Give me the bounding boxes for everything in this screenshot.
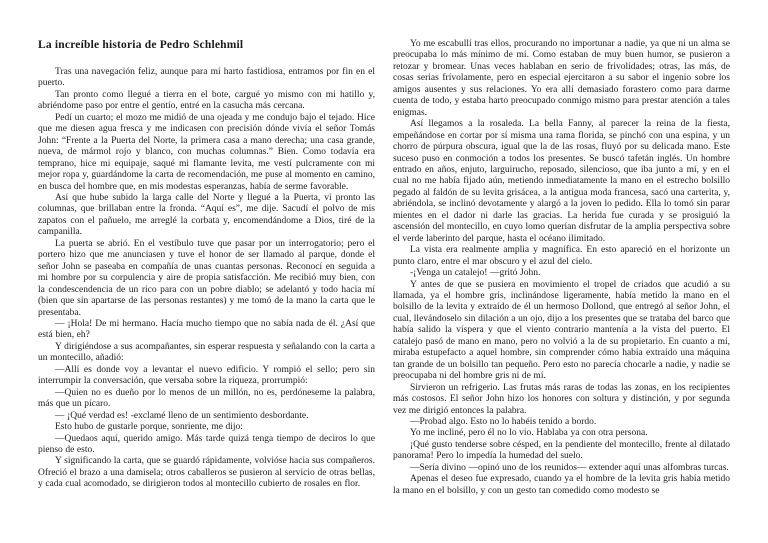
paragraph: Apenas el deseo fue expresado, cuando ya el hombre de la levita gris había metido la mano en el bolsillo, y con un gesto tan comedido como modesto se bbox=[393, 474, 730, 496]
paragraph: -¡Venga un catalejo! —gritó John. bbox=[410, 268, 541, 279]
paragraph: Y significando la carta, que se guardó rápidamente, volvióse hacia sus compañeros. Ofreció el brazo a una damisela; otros caballeros se pusieron al servicio de otras bellas, y cada cual acomodado, se dirigieron todos al montecillo cubierto de rosales en flor. bbox=[38, 456, 375, 490]
paragraph: Sirvieron un refrigerio. Las frutas más raras de todas las zonas, en los recipientes más costosos. El señor John hizo los honores con soltura y distinción, y por segunda vez me dirigió entonces la palabra. bbox=[393, 382, 730, 416]
paragraph: Tras una navegación feliz, aunque para mí harto fastidiosa, entramos por fin en el puerto. bbox=[38, 67, 375, 89]
paragraph: Así llegamos a la rosaleda. La bella Fanny, al parecer la reina de la fiesta, empeñándose en cortar por sí misma una rama florida, se pinchó con una espina, y un chorro de púrpura obscura, igual que la de las rosas, fluyó por su delicada mano. Este suceso puso en conmoción a todos los presentes. Se buscó tafetán inglés. Un hombre entrado en años, enjuto, larguirucho, reposado, silencioso, que iba junto a mí, y en el cual no me había fijado aún, metiendo inmediatamente la mano en el estrecho bolsillo pegado al faldón de su levita grisácea, a la antigua moda francesa, sacó una carterita, y, abriéndola, se inclinó devotamente y alargó a la joven lo pedido. Ella lo tomó sin parar mientes en el dador ni darle las gracias. La herida fue curada y se prosiguió la ascensión del montecillo, en cuyo lomo querían disfrutar de la amplia perspectiva sobre el verde laberinto del parque, hasta el océano ilimitado. bbox=[393, 119, 730, 244]
left-column bbox=[38, 39, 375, 497]
paragraph: Yo me incliné, pero él no lo vio. Hablaba ya con otra persona. bbox=[410, 428, 648, 439]
paragraph: Yo me escabullí tras ellos, procurando no importunar a nadie, ya que ni un alma se preocupaba lo más mínimo de mí. Como estaban de muy buen humor, se pusieron a retozar y bromear. Unas veces hablaban en serio de frivolidades; otras, las más, de cosas serias frívolamente, pero en especial ejercitaron a su sabor el ingenio sobre los amigos ausentes y sus relaciones. Yo era allí demasiado forastero como para darme cuenta de todo, y estaba harto preocupado conmigo mismo para prestar atención a tales enigmas. bbox=[393, 39, 730, 118]
paragraph: Y dirigiéndose a sus acompañantes, sin esperar respuesta y señalando con la carta a un montecillo, añadió: bbox=[38, 341, 375, 364]
paragraph: Y antes de que se pusiera en movimiento el tropel de criados que acudió a su llamada, ya el hombre gris, inclinándose ligeramente, había metido la mano en el bolsillo de la levita y extraído de él un hermoso Dollond, que entregó al señor John, el cual, llevándoselo sin dilación a un ojo, dijo a los presentes que se trataba del barco que había salido la víspera y que el viento contrario mantenía a la vista del puerto. El catalejo pasó de mano en mano, pero no volvió a la de su propietario. En cuanto a mí, miraba estupefacto a aquel hombre, sin comprender cómo había extraído una máquina tan grande de un bolsillo tan pequeño. Pero esto no parecía chocarle a nadie, y nadie se preocupaba ni del hombre gris ni de mí. bbox=[393, 279, 730, 382]
paragraph: La vista era realmente amplia y magnífica. En esto apareció en el horizonte un punto claro, entre el mar obscuro y el azul del cielo. bbox=[393, 245, 730, 267]
text-columns bbox=[38, 39, 730, 497]
document-title: La increíble historia de Pedro Schlehmil bbox=[38, 39, 244, 51]
paragraph: —Quien no es dueño por lo menos de un millón, no es, perdóneseme la palabra, más que un pícaro. bbox=[38, 387, 375, 410]
paragraph: — ¡Qué verdad es! -exclamé lleno de un sentimiento desbordante. bbox=[55, 410, 309, 421]
paragraph: Tan pronto como llegué a tierra en el bote, cargué yo mismo con mi hatillo y, abriéndome paso por entre el gentío, entré en la casucha más cercana. bbox=[38, 89, 375, 112]
paragraph: —Probad algo. Esto no lo habéis tenido a bordo. bbox=[410, 416, 597, 427]
paragraph: — ¡Hola! De mi hermano. Hacía mucho tiempo que no sabía nada de él. ¿Así que está bien, eh? bbox=[38, 318, 375, 341]
right-column bbox=[393, 39, 730, 497]
paragraph: La puerta se abrió. En el vestíbulo tuve que pasar por un interrogatorio; pero el portero hizo que me anunciasen y tuve el honor de ser llamado al parque, donde el señor John se paseaba en compañía de unas cuantas personas. Reconocí en seguida a mi hombre por su corpulencia y aire de propia satisfacción. Me recibió muy bien, con la condescendencia de un rico para con un pobre diablo; se adelantó y todo hacia mí (bien que sin apartarse de las personas restantes) y me tomó de la mano la carta que le presentaba. bbox=[38, 238, 375, 318]
paragraph: ¡Qué gusto tenderse sobre césped, en la pendiente del montecillo, frente al dilatado panorama! Pero lo impedía la humedad del suelo. bbox=[393, 439, 730, 462]
paragraph: —Quedaos aquí, querido amigo. Más tarde quizá tenga tiempo de deciros lo que pienso de esto. bbox=[38, 433, 375, 455]
paragraph: —Sería divino —opinó uno de los reunidos— extender aquí unas alfombras turcas. bbox=[410, 462, 729, 473]
paragraph: Esto hubo de gustarle porque, sonriente, me dijo: bbox=[55, 422, 243, 433]
paragraph: Así que hube subido la larga calle del Norte y llegué a la Puerta, vi pronto las columnas, que brillaban entre la fronda. “Aquí es”, me dije. Sacudí el polvo de mis zapatos con el pañuelo, me arreglé la corbata y, encomendándome a Dios, tiré de la campanilla. bbox=[38, 192, 375, 238]
paragraph: Pedí un cuarto; el mozo me midió de una ojeada y me condujo bajo el tejado. Hice que me diesen agua fresca y me indicasen con precisión dónde vivía el señor Tomás John: “Frente a la Puerta del Norte, la primera casa a mano derecha; una casa grande, nueva, de mármol rojo y blanco, con muchas columnas.” Bien. Como todavía era temprano, hice mi equipaje, saqué mi flamante levita, me vestí pulcramente con mi mejor ropa y, guardándome la carta de recomendación, me puse al momento en camino, en busca del hombre que, en mis modestas esperanzas, había de serme favorable. bbox=[38, 112, 375, 192]
paragraph: —Allí es donde voy a levantar el nuevo edificio. Y rompió el sello; pero sin interrumpir la conversación, que versaba sobre la riqueza, prorrumpió: bbox=[38, 364, 375, 387]
